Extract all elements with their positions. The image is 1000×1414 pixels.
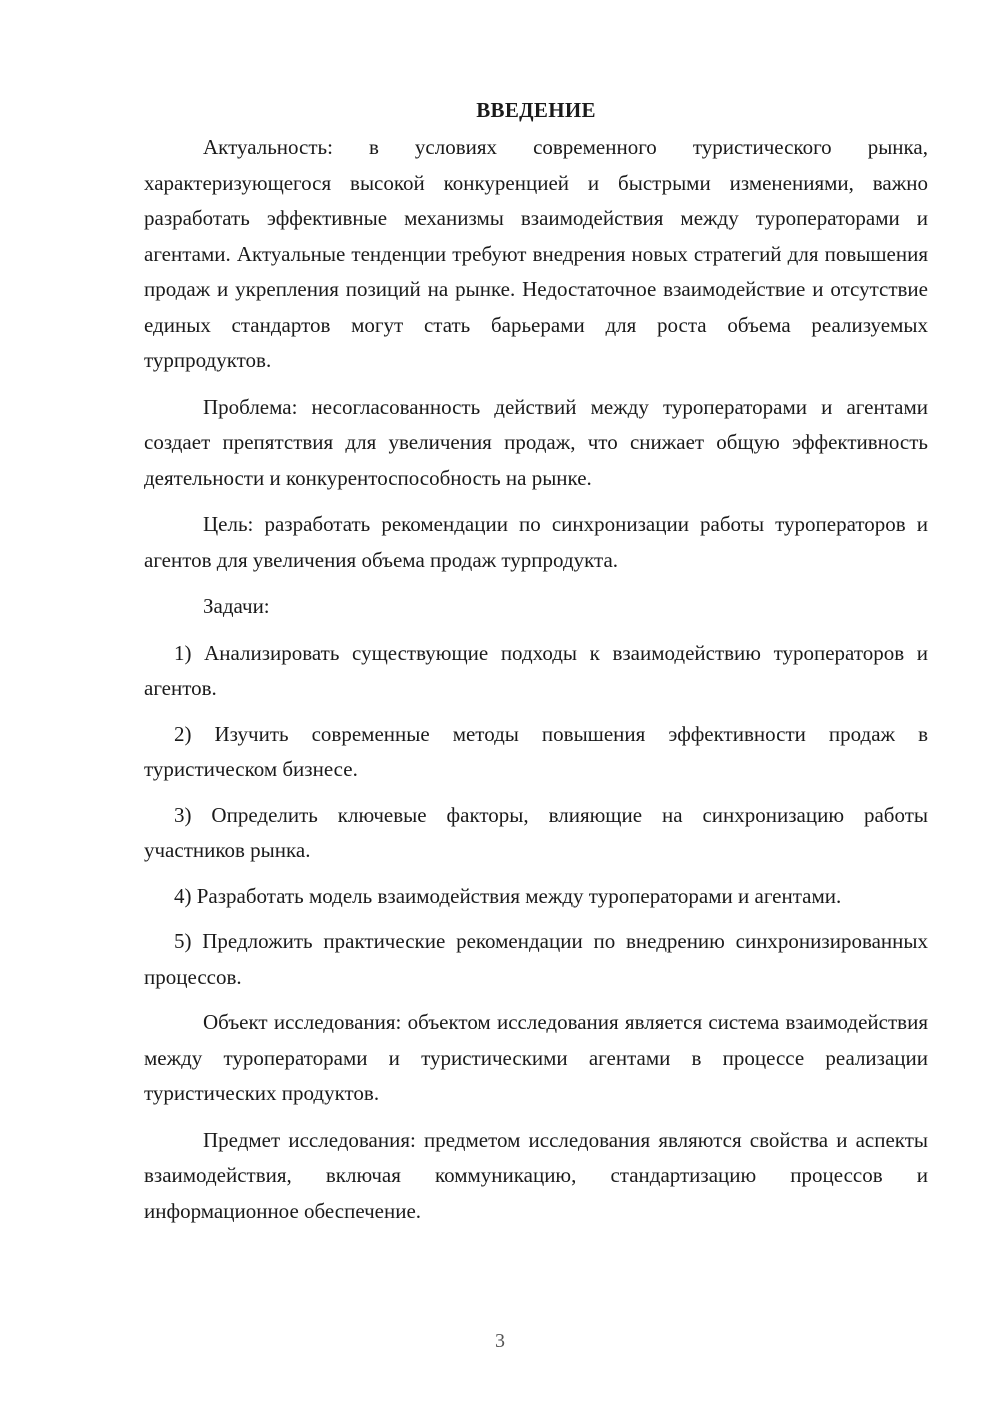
goal-paragraph: Цель: разработать рекомендации по синхронизации работы туроператоров и агентов для увеличения объема продаж турпродукта. (144, 512, 928, 572)
problem-paragraph: Проблема: несогласованность действий между туроператорами и агентами создает препятствия для увеличения продаж, что снижает общую эффективность деятельности и конкурентоспособность на рынке. (144, 394, 928, 490)
tasks-title: Задачи: (203, 594, 270, 618)
page-number: 3 (495, 1330, 505, 1352)
object-paragraph: Объект исследования: объектом исследования является система взаимодействия между туроператорами и туристическими агентами в процессе реализации туристических продуктов. (144, 1010, 928, 1105)
task-item-1: 1) Анализировать существующие подходы к взаимодействию туроператоров и агентов. (144, 640, 928, 700)
task-item-4: 4) Разработать модель взаимодействия между туроператорами и агентами. (174, 883, 842, 908)
task-item-5: 5) Предложить практические рекомендации по внедрению синхронизированных процессов. (144, 929, 928, 989)
relevance-paragraph: Актуальность: в условиях современного туристического рынка, характеризующегося высокой конкуренцией и быстрыми изменениями, важно разработать эффективные механизмы взаимодействия между туроператорами и агентами. Актуальные тенденции требуют внедрения новых стратегий для повышения продаж и укрепления позиций на рынке. Недостаточное взаимодействие и отсутствие единых стандартов могут стать барьерами для роста объема реализуемых турпродуктов. (144, 135, 928, 372)
task-item-2: 2) Изучить современные методы повышения эффективности продаж в туристическом бизнесе. (144, 721, 928, 781)
document-page (144, 92, 928, 1240)
page-title: ВВЕДЕНИЕ (476, 98, 596, 122)
task-item-3: 3) Определить ключевые факторы, влияющие на синхронизацию работы участников рынка. (144, 802, 928, 862)
subject-paragraph: Предмет исследования: предметом исследования являются свойства и аспекты взаимодействия, включая коммуникацию, стандартизацию процессов и информационное обеспечение. (144, 1127, 928, 1223)
